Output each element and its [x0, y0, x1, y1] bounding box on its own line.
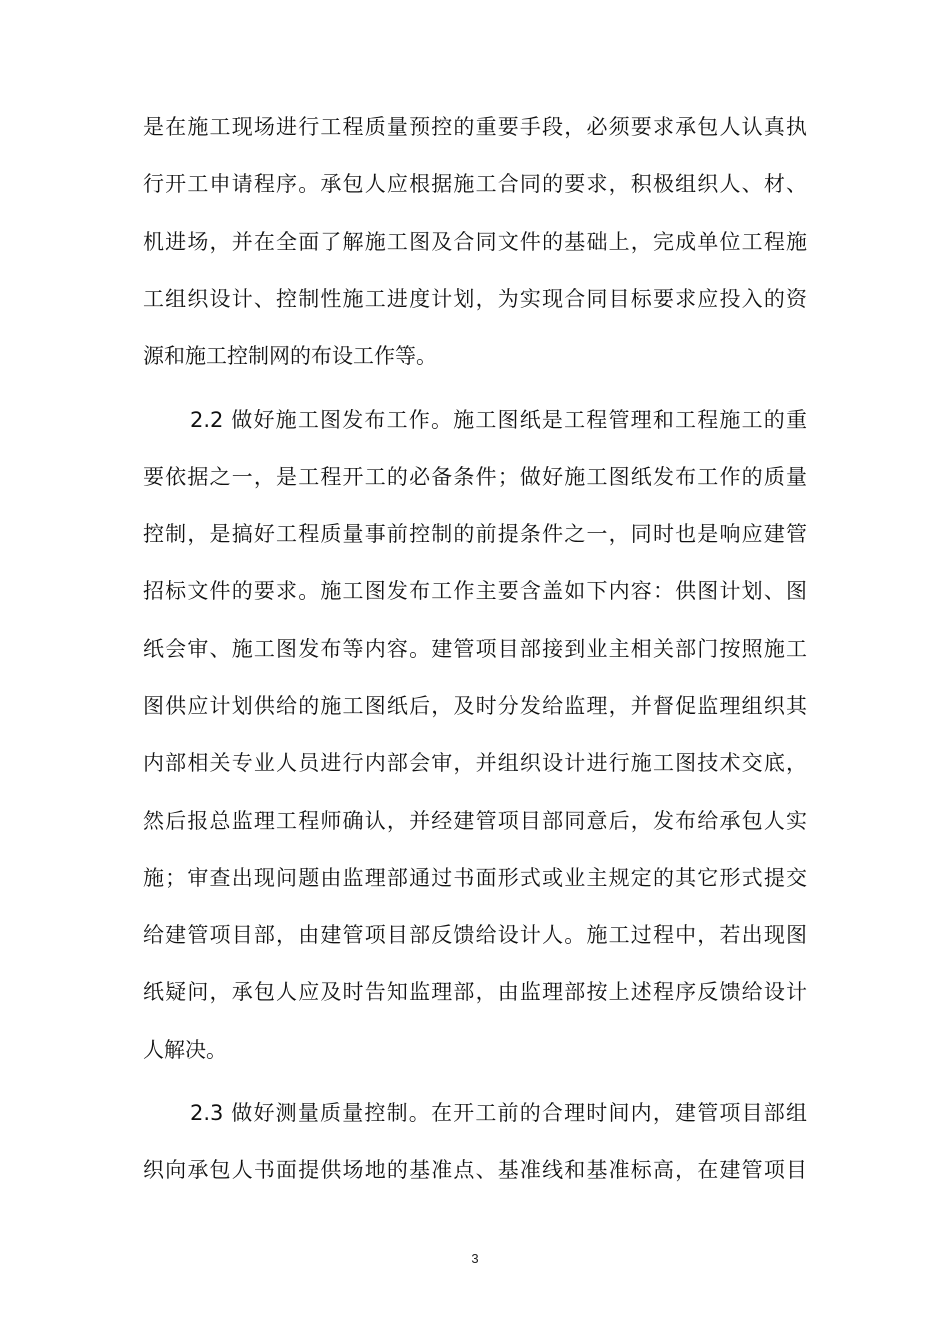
text-line: 图供应计划供给的施工图纸后，及时分发给监理，并督促监理组织其: [143, 694, 807, 718]
text-line: 织向承包人书面提供场地的基准点、基准线和基准标高，在建管项目: [143, 1158, 807, 1182]
text-line: 是在施工现场进行工程质量预控的重要手段，必须要求承包人认真执: [143, 115, 807, 139]
text-line: 要依据之一，是工程开工的必备条件；做好施工图纸发布工作的质量: [143, 465, 807, 489]
text-line: 人解决。: [143, 1038, 227, 1062]
text-line: 施；审查出现问题由监理部通过书面形式或业主规定的其它形式提交: [143, 866, 807, 890]
text-line: 内部相关专业人员进行内部会审，并组织设计进行施工图技术交底，: [143, 751, 807, 775]
text-line: 给建管项目部，由建管项目部反馈给设计人。施工过程中，若出现图: [143, 923, 807, 947]
text-line: 机进场，并在全面了解施工图及合同文件的基础上，完成单位工程施: [143, 230, 807, 254]
text-line: 然后报总监理工程师确认，并经建管项目部同意后，发布给承包人实: [143, 809, 807, 833]
section-heading-line: 2.3 做好测量质量控制。在开工前的合理时间内，建管项目部组: [190, 1101, 807, 1125]
text-line: 工组织设计、控制性施工进度计划，为实现合同目标要求应投入的资: [143, 287, 807, 311]
text-line: 招标文件的要求。施工图发布工作主要含盖如下内容：供图计划、图: [143, 579, 807, 603]
section-heading-line: 2.2 做好施工图发布工作。施工图纸是工程管理和工程施工的重: [190, 408, 807, 432]
text-line: 源和施工控制网的布设工作等。: [143, 344, 437, 368]
text-line: 纸会审、施工图发布等内容。建管项目部接到业主相关部门按照施工: [143, 637, 807, 661]
text-line: 纸疑问，承包人应及时告知监理部，由监理部按上述程序反馈给设计: [143, 980, 807, 1004]
text-line: 控制，是搞好工程质量事前控制的前提条件之一，同时也是响应建管: [143, 522, 807, 546]
page-number: 3: [471, 1251, 479, 1266]
text-line: 行开工申请程序。承包人应根据施工合同的要求，积极组织人、材、: [143, 172, 807, 196]
